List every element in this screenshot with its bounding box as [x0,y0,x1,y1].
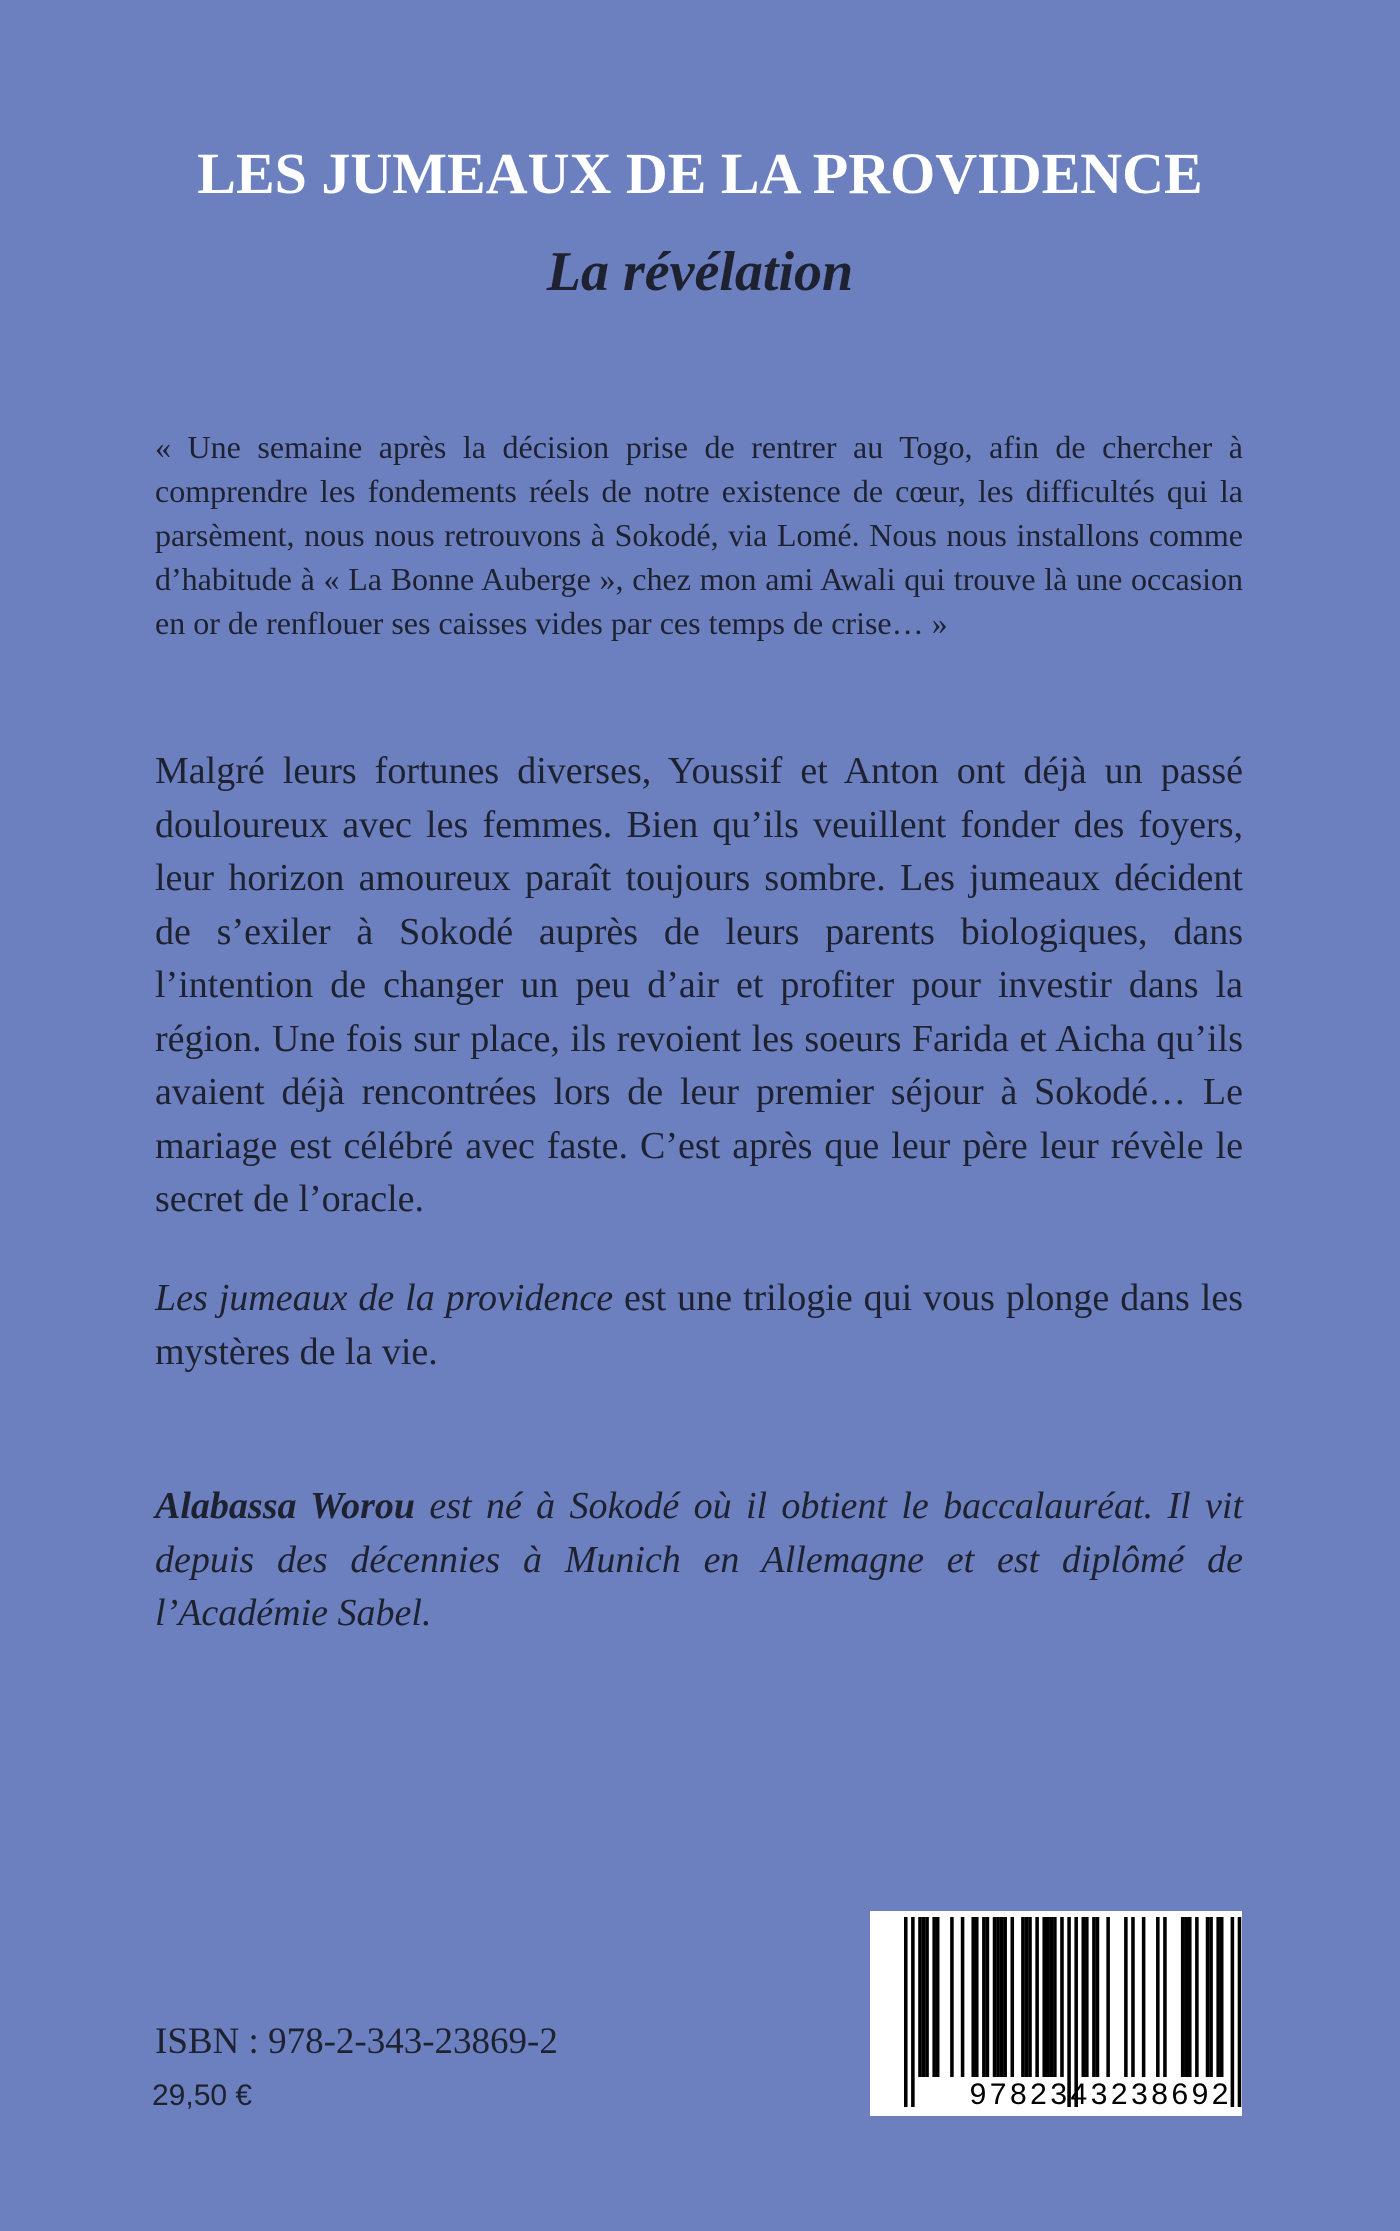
book-tagline [155,1272,1243,1379]
barcode-bar [1216,1917,1220,2077]
barcode-bar [993,1917,997,2077]
barcode-bar [1060,1917,1064,2077]
barcode-bar [971,1917,975,2077]
barcode-bar [1163,1917,1167,2077]
barcode-bar [1000,1917,1004,2077]
barcode-bar [1195,1917,1199,2077]
barcode-bar [936,1917,940,2077]
tagline-book-title: Les jumeaux de la providence [155,1277,614,1319]
barcode-bar [1156,1917,1160,2077]
barcode-bar [1053,1917,1057,2077]
barcode-bar [961,1917,965,2077]
barcode-bar [1096,1917,1100,2077]
barcode-bar [1106,1917,1110,2077]
barcode-digits: 9782343238692 [969,2078,1232,2111]
isbn: ISBN : 978-2-343-23869-2 [155,2021,558,2062]
barcode-bar [1003,1917,1007,2077]
barcode-bar [1025,1917,1029,2077]
barcode-bar [1092,1917,1096,2077]
barcode-bar [1142,1917,1146,2077]
barcode-bar [1220,1917,1224,2077]
author-bio [155,1480,1243,1641]
barcode-bar [1035,1917,1039,2077]
barcode-bar [922,1917,926,2077]
barcode-bar [1028,1917,1032,2077]
barcode-bar [1188,1917,1192,2077]
barcode-bar [1184,1917,1188,2077]
barcode-bar [1124,1917,1128,2077]
barcode-bar [1011,1917,1015,2077]
barcode-bar [1206,1917,1210,2077]
barcode-bar [1181,1917,1185,2077]
barcode-bar [918,1917,922,2077]
barcode [870,1911,1242,2116]
author-bio-text: est né à Sokodé où il obtient le baccalauréat. Il vit depuis des décennies à Munich en Allemagne et est diplômé de l’Académie Sabel. [155,1485,1243,1634]
barcode-bar [1085,1917,1089,2077]
barcode-bar [1131,1917,1135,2077]
barcode-bar [975,1917,979,2077]
price: 29,50 € [152,2079,253,2112]
barcode-bar [950,1917,954,2077]
barcode-bar [1021,1917,1025,2077]
barcode-bar [1046,1917,1050,2077]
barcode-bar [1209,1917,1213,2077]
barcode-bar [1042,1917,1046,2077]
book-subtitle: La révélation [546,241,854,303]
barcode-bar [1082,1917,1086,2077]
barcode-bar [1050,1917,1054,2077]
book-excerpt: « Une semaine après la décision prise de rentrer au Togo, afin de chercher à comprendre les fondements réels de notre existence de cœur, les difficultés qui la parsèment, nous nous retrouvons à Sokodé, via Lomé. Nous nous installons comme d’habitude à « La Bonne Auberge », chez mon ami Awali qui trouve là une occasion en or de renflouer ses caisses vides par ces temps de crise… » [155,429,1243,641]
barcode-bar [982,1917,986,2077]
author-name: Alabassa Worou [155,1485,416,1527]
barcode-bar [986,1917,990,2077]
tagline-text: est une trilogie qui vous plonge dans les mystères de la vie. [155,1277,1243,1373]
book-title: LES JUMEAUX DE LA PROVIDENCE [197,141,1203,206]
book-summary: Malgré leurs fortunes diverses, Youssif et Anton ont déjà un passé douloureux avec les femmes. Bien qu’ils veuillent fonder des foyers, leur horizon amoureux paraît toujours sombre. Les jumeaux décident de s’exiler à Sokodé auprès de leurs parents biologiques, dans l’intention de changer un peu d’air et profiter pour investir dans la région. Une fois sur place, ils revoient les soeurs Farida et Aicha qu’ils avaient déjà rencontrées lors de leur premier séjour à Sokodé… Le mariage est célébré avec faste. C’est après que leur père leur révèle le secret de l’oracle. [155,750,1243,1220]
barcode-bar [996,1917,1000,2077]
barcode-bar [925,1917,929,2077]
barcode-bar [932,1917,936,2077]
